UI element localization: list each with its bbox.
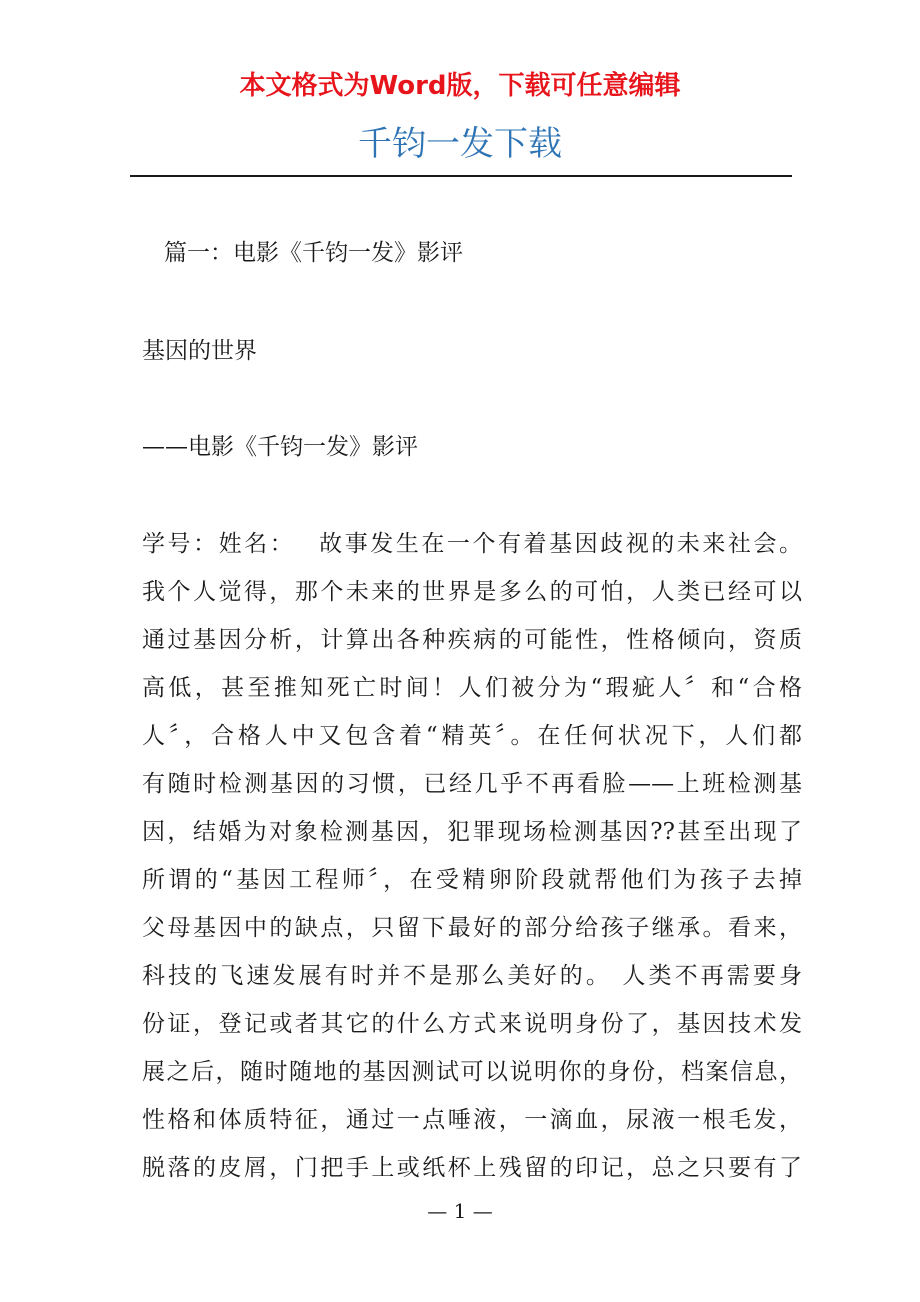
body-line: 展之后，随时随地的基因测试可以说明你的身份，档案信息， (142, 1059, 802, 1085)
page-number: — 1 — (427, 1199, 493, 1223)
section-heading: 篇一：电影《千钧一发》影评 (164, 240, 463, 266)
article-subtitle: ——电影《千钧一发》影评 (142, 434, 418, 460)
body-line: 脱落的皮屑，门把手上或纸杯上残留的印记，总之只要有了 (142, 1155, 802, 1181)
body-line: 我个人觉得，那个未来的世界是多么的可怕，人类已经可以 (142, 579, 802, 605)
body-line: 高低，甚至推知死亡时间！人们被分为“瑕疵人〞和“合格 (142, 675, 802, 701)
body-line: 性格和体质特征，通过一点唾液，一滴血，尿液一根毛发， (142, 1107, 802, 1133)
body-line: 有随时检测基因的习惯，已经几乎不再看脸——上班检测基 (142, 771, 802, 797)
body-line: 因，结婚为对象检测基因，犯罪现场检测基因??甚至出现了 (142, 819, 802, 845)
body-line: 父母基因中的缺点，只留下最好的部分给孩子继承。看来， (142, 915, 802, 941)
body-line: 份证，登记或者其它的什么方式来说明身份了，基因技术发 (142, 1011, 802, 1037)
body-line: 科技的飞速发展有时并不是那么美好的。 人类不再需要身 (142, 963, 802, 989)
header-divider (130, 175, 792, 177)
body-line: 人〞，合格人中又包含着“精英〞。在任何状况下，人们都 (142, 723, 802, 749)
document-title: 千钧一发下载 (358, 124, 562, 164)
format-banner: 本文格式为Word版，下载可任意编辑 (239, 71, 681, 101)
body-line: 通过基因分析，计算出各种疾病的可能性，性格倾向，资质 (142, 627, 802, 653)
body-line: 所谓的“基因工程师〞，在受精卵阶段就帮他们为孩子去掉 (142, 867, 802, 893)
article-title: 基因的世界 (142, 338, 257, 364)
body-line: 学号：姓名： 故事发生在一个有着基因歧视的未来社会。 (142, 531, 802, 557)
